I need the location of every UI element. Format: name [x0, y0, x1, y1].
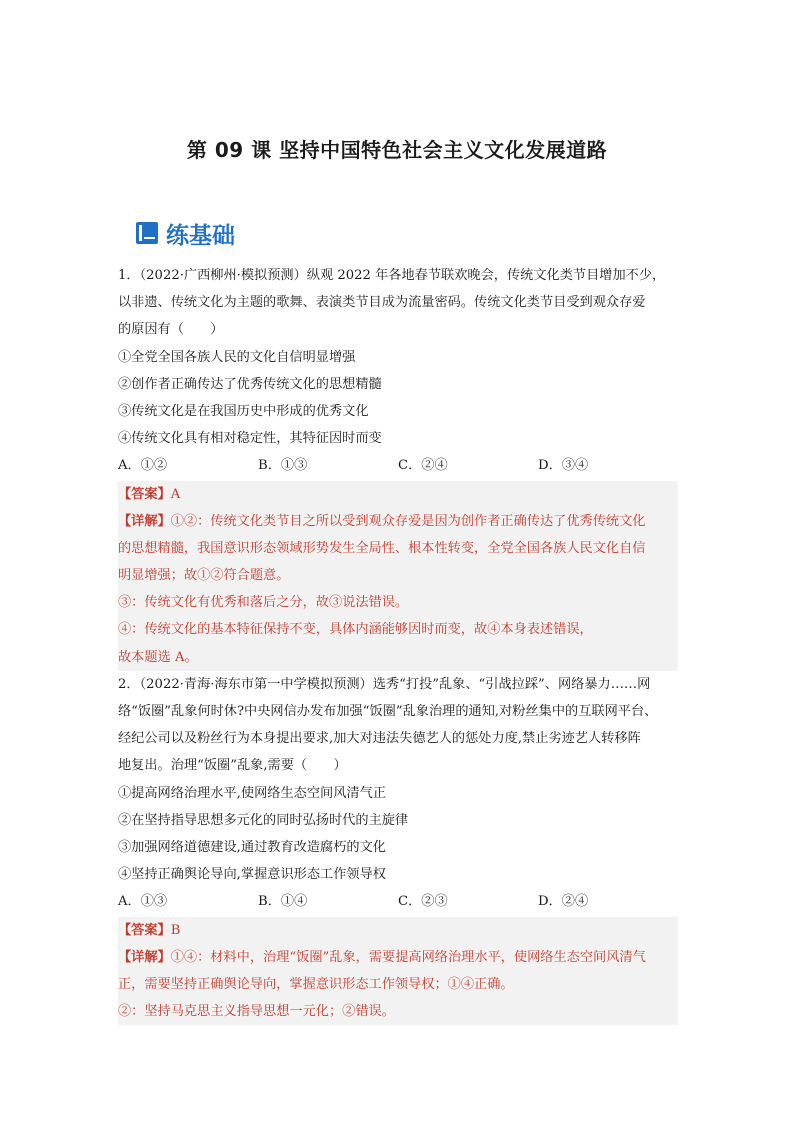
option-d: D．③④ [538, 458, 589, 474]
option-c: C．②④ [398, 458, 448, 474]
detail-line: 的思想精髓，我国意识形态领域形势发生全局性、根本性转变，全党全国各族人民文化自信 [118, 540, 646, 556]
option-b: B．①③ [258, 458, 308, 474]
detail-line: 明显增强；故①②符合题意。 [118, 568, 290, 584]
question-stem-line: 经纪公司以及粉丝行为本身提出要求,加大对违法失德艺人的惩处力度,禁止劣迹艺人转移阵 [118, 731, 641, 747]
detail-tag: 【详解】 [118, 949, 171, 965]
detail-line: 正，需要坚持正确舆论导向，掌握意识形态工作领导权；①④正确。 [118, 976, 514, 992]
detail-line [118, 508, 678, 535]
question-stem-line: 的原因有（ ） [118, 322, 224, 338]
detail-line: ④：传统文化的基本特征保持不变，具体内涵能够因时而变，故④本身表述错误， [118, 622, 593, 638]
answer-line [118, 917, 678, 944]
option-b: B．①④ [258, 894, 308, 910]
statement-item: ④坚持正确舆论导向,掌握意识形态工作领导权 [118, 867, 386, 883]
answer-tag: 【答案】 [118, 922, 171, 938]
option-d: D．②④ [538, 894, 589, 910]
detail-line [118, 944, 678, 971]
statement-item: ①提高网络治理水平,使网络生态空间风清气正 [118, 785, 386, 801]
answer-box [118, 481, 678, 671]
answer-options [118, 452, 678, 479]
option-c: C．②③ [398, 894, 448, 910]
option-a: A．①③ [118, 894, 168, 910]
detail-tag: 【详解】 [118, 513, 171, 529]
question-content [118, 262, 678, 1025]
answer-line [118, 481, 678, 508]
detail-line: ②：坚持马克思主义指导思想一元化；②错误。 [118, 1004, 395, 1020]
answer-value: A [170, 486, 181, 502]
detail-line: ③：传统文化有优秀和落后之分，故③说法错误。 [118, 595, 409, 611]
detail-text: ①④：材料中，治理“饭圈”乱象，需要提高网络治理水平，使网络生态空间风清气 [170, 949, 646, 965]
answer-options [118, 888, 678, 915]
page-title: 第 09 课 坚持中国特色社会主义文化发展道路 [186, 138, 608, 162]
detail-line: 故本题选 A。 [118, 649, 198, 665]
statement-item: ②创作者正确传达了优秀传统文化的思想精髓 [118, 376, 382, 392]
statement-item: ②在坚持指导思想多元化的同时弘扬时代的主旋律 [118, 812, 409, 828]
statement-item: ①全党全国各族人民的文化自信明显增强 [118, 349, 356, 365]
statement-item: ③加强网络道德建设,通过教育改造腐朽的文化 [118, 839, 386, 855]
answer-tag: 【答案】 [118, 486, 171, 502]
question-stem-line: 络“饭圈”乱象何时休?中央网信办发布加强“饭圈”乱象治理的通知,对粉丝集中的互联网平台、 [118, 704, 658, 719]
question-stem-line: 1．（2022·广西柳州·模拟预测）纵观 2022 年各地春节联欢晚会，传统文化类节目增加不少， [118, 268, 666, 283]
answer-value: B [170, 922, 181, 938]
section-heading [136, 216, 235, 250]
question-2 [118, 671, 678, 1025]
question-stem-line: 2．（2022·青海·海东市第一中学模拟预测）选秀“打投”乱象、“引战拉踩”、网络暴力……网 [118, 676, 651, 692]
answer-box [118, 917, 678, 1026]
detail-text: ①②：传统文化类节目之所以受到观众存爱是因为创作者正确传达了优秀传统文化 [170, 513, 646, 529]
section-label: 练基础 [166, 222, 235, 249]
option-a: A．①② [118, 458, 168, 474]
book-icon [136, 222, 158, 244]
question-stem-line: 以非遗、传统文化为主题的歌舞、表演类节目成为流量密码。传统文化类节目受到观众存爱 [118, 295, 646, 311]
statement-item: ③传统文化是在我国历史中形成的优秀文化 [118, 403, 369, 419]
question-1 [118, 262, 678, 671]
statement-item: ④传统文化具有相对稳定性，其特征因时而变 [118, 431, 382, 447]
question-stem-line: 地复出。治理“饭圈”乱象,需要（ ） [118, 758, 347, 774]
